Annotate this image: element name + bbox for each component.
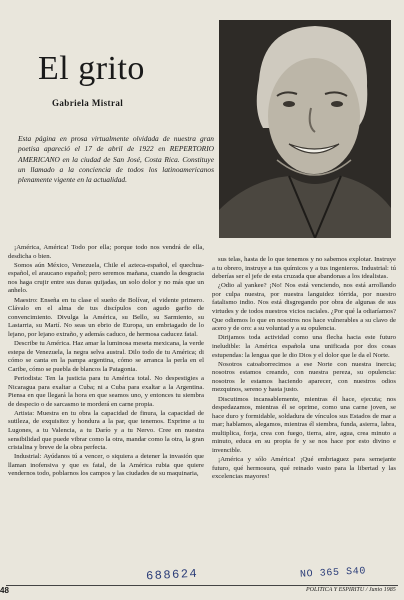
archive-stamp-number: 688624 [145,566,199,584]
body-paragraph: Discutimos incansablemente, mientras él hace, ejecuta; nos despedazamos, mientras él se oprime, como una carne joven, se hace duro y formidable, soldadura de vínculos sus Estados de mar a mar; hablamos, alegamos, mientras él siembra, funda, asierra, labra, multiplica, forja, crea con fuego, tierra, aire, agua, crea minuto a minuto, educa en su propia fe y se nos hace por esto divino e invencible. [212,395,396,455]
body-paragraph: ¡América, América! Todo por ella; porque todo nos vendrá de ella, desdicha o bien. [8,244,204,260]
body-paragraph: ¿Odio al yankee? ¡No! Nos está venciendo, nos está arrollando por culpa nuestra, por nuestra languidez tórrida, por nuestro fatalismo indio. Nos está disgregando por obra de algunas de sus virtudes y de todos nuestros vicios raciales. ¿Por qué la odiaríamos? Que odiemos lo que en nosotros nos hace vulnerables a su clavo de acero y de oro: a su voluntad y a su opulencia. [212,282,396,333]
archive-stamp-code: NO 365 S40 [299,566,367,581]
body-paragraph: sus telas, hasta de lo que tenemos y no sabemos explotar. Instruye a tu obrero, instruye a tus químicos y a tus ingenieros. Industrial: tú deberías ser el jefe de esta cruzada que abandonas a los idealistas. [212,256,396,281]
body-paragraph: Periodista: Ten la justicia para tu América total. No despestigies a Nicaragua para exaltar a Cuba; ni a Cuba para exaltar a la Argentina. Piensa en que llegará la hora en que seamos uno, y entonces tu siembra de despecio o de sarcasmo te morderá en carne propia. [8,374,204,408]
body-paragraph: Industrial: Ayúdanos tú a vencer, o siquiera a detener la invasión que llaman inofensiva y que es fatal, de la América rubia que quiere vendernos todo, poblarnos los campos y las ciudades de su maquinaria, [8,453,204,478]
body-paragraph: ¡América y sólo América! ¡Qué embriaguez para semejante futuro, qué hermosura, qué reinado vasto para la libertad y las excelencias mayores! [212,456,396,481]
body-paragraph: Somos aún México, Venezuela, Chile el azteca-español, el quechua-español, el araucano español; pero seremos mañana, cuando la desgracia nos haga crujir entre sus duras quijadas, un solo dolor y no más que un anhelo. [8,261,204,295]
article-author: Gabriela Mistral [52,98,124,108]
footer-divider [6,585,398,586]
author-portrait [219,20,391,238]
publication-footer: POLITICA Y ESPIRITU / Junio 1985 [306,587,396,593]
body-column-right [212,256,396,482]
article-title: El grito [38,50,145,87]
page-number: 48 [0,586,9,595]
body-paragraph: Nosotros catoaborrecimos a ese Norte con nuestra inercia; nosotros estamos creando, con nuestra pereza, su opulencia: nosotros le estamos haciendo aparecer, con nuestros odios mezquinos, sereno y hasta justo. [212,360,396,394]
article-intro: Esta página en prosa virtualmente olvidada de nuestra gran poetisa apareció el 17 de abril de 1922 en REPERTORIO AMERICANO en la ciudad de San José, Costa Rica. Constituye un llamado a la conciencia de todos los latinoamericanos plenamente vigente en la actualidad. [18,134,214,185]
body-paragraph: Dirijamos toda actividad como una flecha hacia este futuro ineludible: la América española una unificada por dos cosas estupendas: la lengua que le dio Dios y el dolor que le da el Norte. [212,334,396,359]
body-column-left [8,244,204,480]
body-paragraph: Describe tu América. Haz amar la luminosa meseta mexicana, la verde estepa de Venezuela, la negra selva austral. Dilo todo de tu América; di cómo se canta en la pampa argentina, cómo se arranca la perla en el Caribe, cómo se puebla de blancos la Patagonia. [8,340,204,373]
body-paragraph: Maestro: Enseña en tu clase el sueño de Bolívar, el vidente primero. Clávalo en el alma de tus discípulos con agudo garfio de convencimiento. Divulga la América, su Bello, su Sarmiento, su Lastarria, su Martí. No seas un ebrio de Europa, un embriagado de lo lejano, por lejano extraño, y además caduco, de hermosa caducez fatal. [8,296,204,338]
portrait-illustration [219,20,391,238]
body-paragraph: Artista: Muestra en tu obra la capacidad de finura, la capacidad de sutileza, de exquisitez y hondura a la par, que tenemos. Exprime a tu Lugones, a tu Valencia, a tu Darío y a tu Nervo. Cree en nuestra sensibilidad que puede vibrar como la otra, mandar como la otra, la gran cristalina y breve de la obra perfecta. [8,409,204,452]
